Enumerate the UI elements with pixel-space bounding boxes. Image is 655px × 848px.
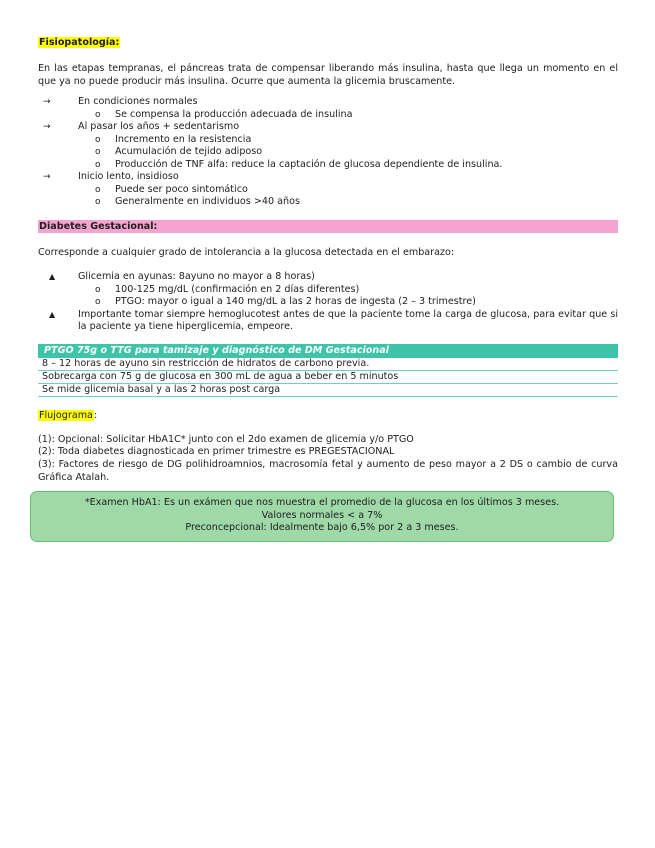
sub-list-item-text: Producción de TNF alfa: reduce la captación de glucosa dependiente de insulina. [115,158,503,170]
flujograma-heading-line [38,409,618,422]
circle-bullet-icon: o [95,109,101,120]
fisio-heading: Fisiopatología: [39,37,120,48]
sub-list-item-text: PTGO: mayor o igual a 140 mg/dL a las 2 horas de ingesta (2 – 3 trimestre) [115,296,476,308]
circle-bullet-icon: o [95,147,101,158]
sub-list-item-text: Se compensa la producción adecuada de insulina [115,108,353,120]
list-item-text: Importante tomar siempre hemoglucotest antes de que la paciente tome la carga de glucosa, para evitar que si la paciente ya tiene hiperglicemia, empeore. [78,308,618,333]
sub-list-item [38,284,618,297]
table-cell: 8 – 12 horas de ayuno sin restricción de hidratos de carbono previa. [38,357,618,370]
gestacional-heading: Diabetes Gestacional: [39,220,158,232]
circle-bullet-icon: o [95,134,101,145]
arrow-icon: → [43,97,51,108]
sub-list-item [38,146,618,159]
sub-list-item-text: Puede ser poco sintomático [115,183,248,195]
gestacional-bullet-list [38,271,618,334]
list-item [38,121,618,134]
note-line: *Examen HbA1: Es un exámen que nos muestra el promedio de la glucosa en los últimos 3 meses. [84,497,560,509]
table-row [38,383,618,396]
flujograma-heading: Flujograma [39,409,93,421]
list-item-text: En condiciones normales [78,96,198,108]
circle-bullet-icon: o [95,184,101,195]
table-cell: Sobrecarga con 75 g de glucosa en 300 mL de agua a beber en 5 minutos [38,370,618,383]
list-item [38,96,618,109]
sub-list-item-text: Generalmente en individuos >40 años [115,196,300,208]
fisio-paragraph: En las etapas tempranas, el páncreas trata de compensar liberando más insulina, hasta que llega un momento en el que ya no puede producir más insulina. Ocurre que aumenta la glicemia bruscamente. [38,63,618,87]
circle-bullet-icon: o [95,297,101,308]
sub-list-item [38,159,618,172]
flujograma-note: (2): Toda diabetes diagnosticada en primer trimestre es PREGESTACIONAL [38,446,395,458]
sub-list-item-text: Acumulación de tejido adiposo [115,146,263,158]
ptgo-table [38,344,618,397]
sub-list-item-text: 100-125 mg/dL (confirmación en 2 días diferentes) [115,283,360,295]
table-header: PTGO 75g o TTG para tamizaje y diagnóstico de DM Gestacional [38,344,618,358]
arrow-icon: → [43,172,51,183]
list-item-text: Glicemia en ayunas: 8ayuno no mayor a 8 horas) [78,271,315,283]
list-item-text: Al pasar los años + sedentarismo [78,121,240,133]
fisio-bullet-list [38,96,618,209]
sub-list-item-text: Incremento en la resistencia [115,133,252,145]
list-item [38,309,618,334]
table-header-row [38,344,618,358]
table-cell: Se mide glicemia basal y a las 2 horas post carga [38,383,618,396]
note-line: Preconcepcional: Idealmente bajo 6,5% por 2 a 3 meses. [185,522,459,534]
document-page [38,36,618,542]
sub-list-item [38,134,618,147]
circle-bullet-icon: o [95,159,101,170]
flujograma-notes [38,434,618,484]
sub-list-item [38,109,618,122]
gestacional-heading-bar [38,220,618,233]
list-item [38,171,618,184]
arrow-icon: → [43,122,51,133]
flujograma-note: (3): Factores de riesgo de DG polihidroamnios, macrosomía fetal y aumento de peso mayor a 2 DS o cambio de curva Gráfica Atalah. [38,458,618,483]
list-item [38,271,618,284]
circle-bullet-icon: o [95,197,101,208]
table-row [38,370,618,383]
sub-list-item [38,296,618,309]
flujograma-note: (1): Opcional: Solicitar HbA1C* junto con el 2do examen de glicemia y/o PTGO [38,433,414,445]
fisio-heading-line [38,36,618,49]
gestacional-intro: Corresponde a cualquier grado de intolerancia a la glucosa detectada en el embarazo: [38,246,455,258]
triangle-bullet-icon: ▲ [49,272,56,282]
list-item-text: Inicio lento, insidioso [78,171,179,183]
note-line: Valores normales < a 7% [261,509,383,521]
table-row [38,357,618,370]
sub-list-item [38,184,618,197]
flujograma-colon: : [93,409,98,421]
triangle-bullet-icon: ▲ [49,309,56,319]
sub-list-item [38,196,618,209]
hba1-note-box [30,491,614,542]
circle-bullet-icon: o [95,284,101,295]
